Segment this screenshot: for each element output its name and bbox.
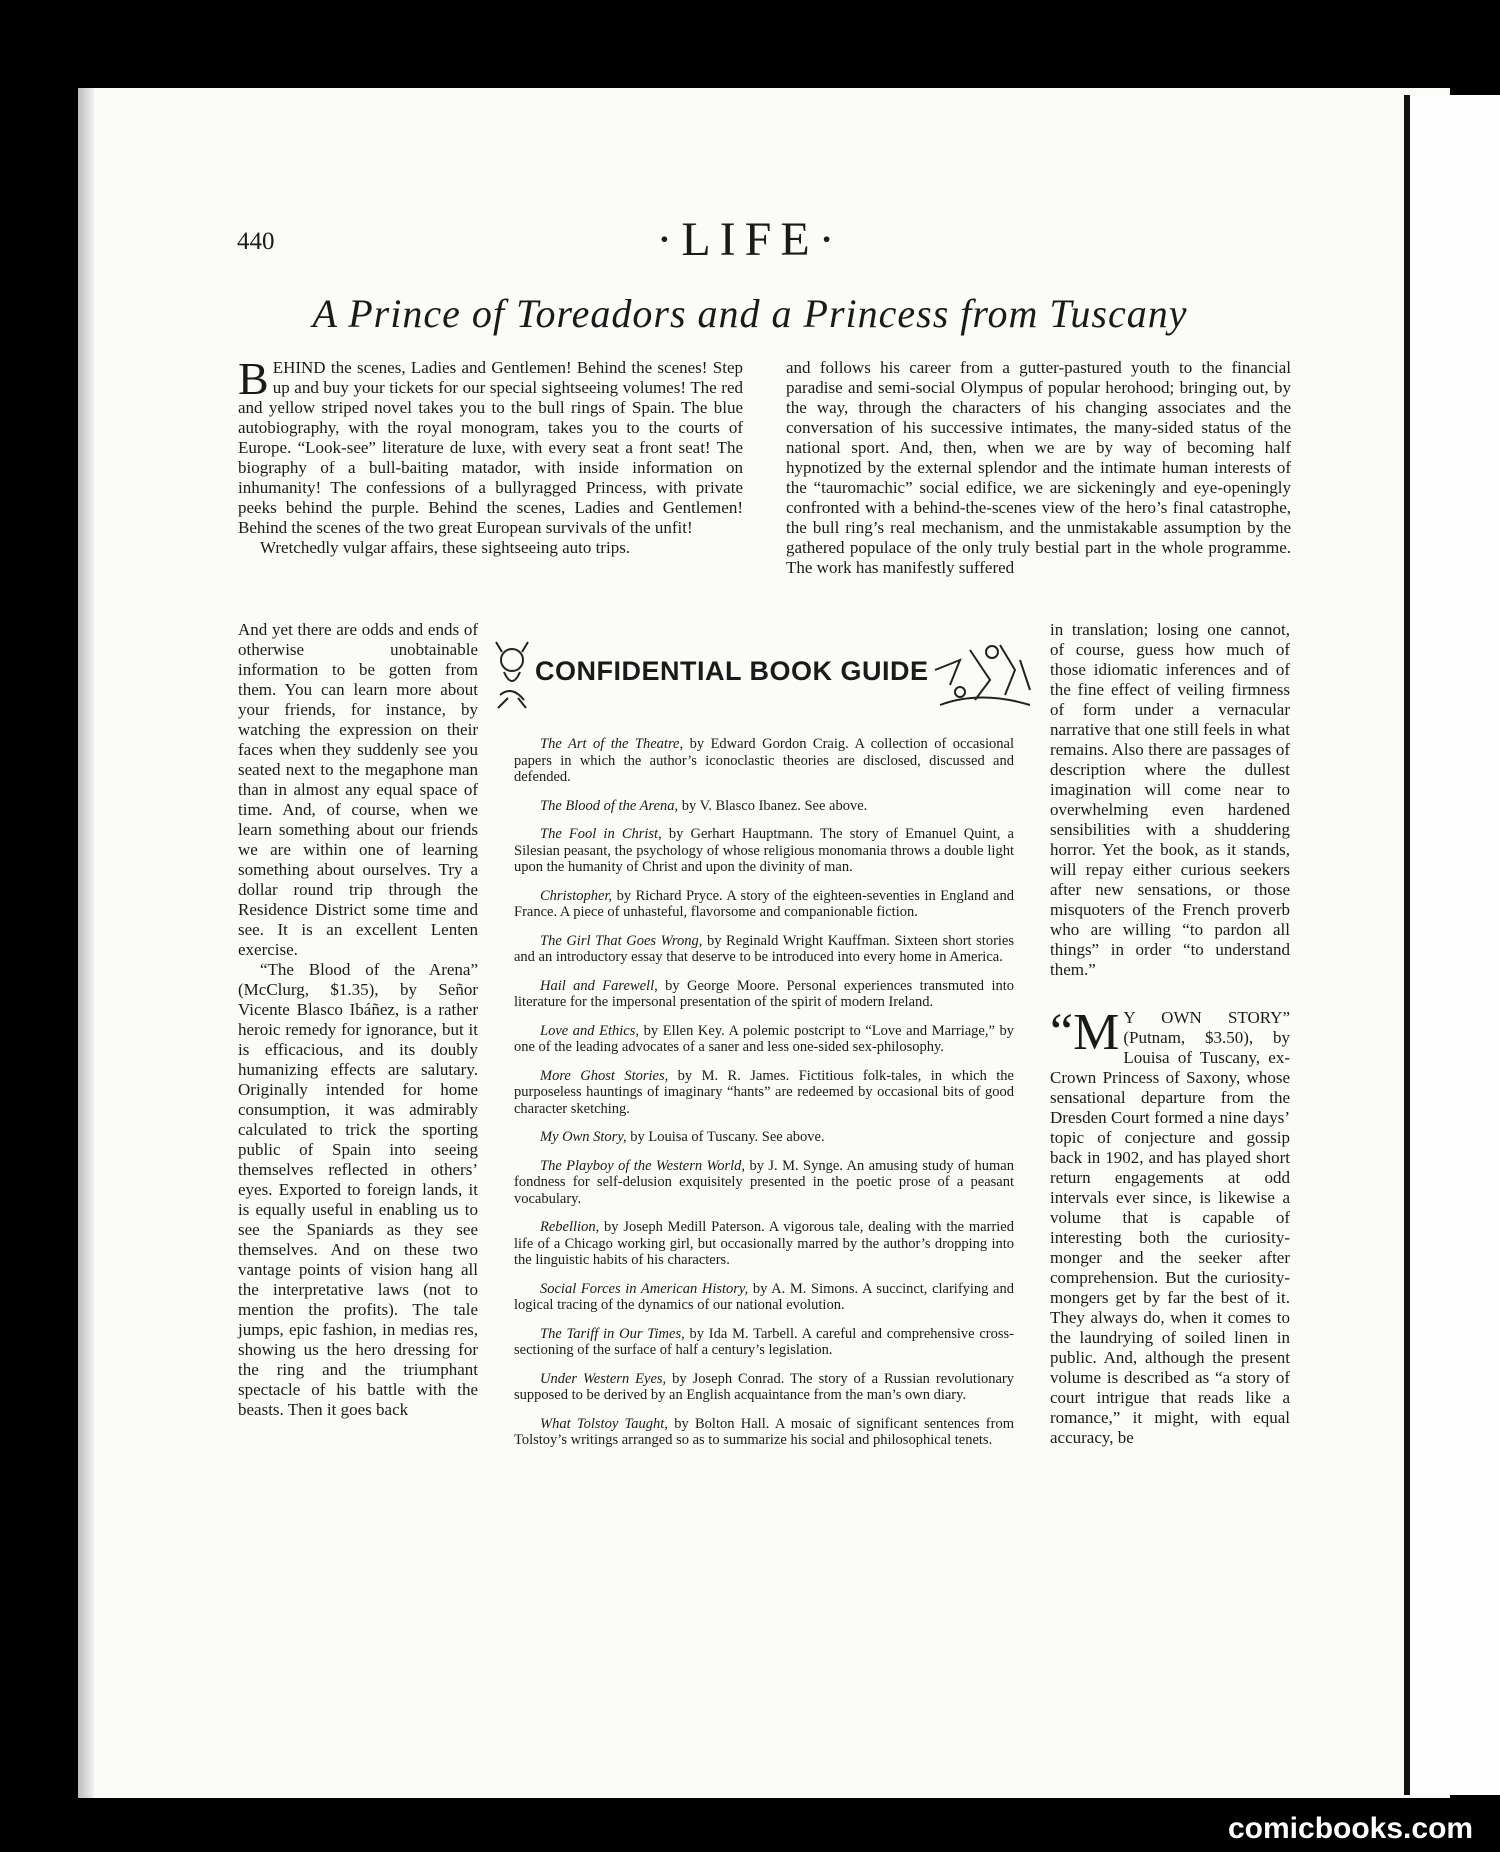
book-title: Love and Ethics, [540,1022,640,1039]
book-description: by Louisa of Tuscany. See above. [626,1129,825,1145]
article-column-right-narrow [1050,620,1290,1448]
book-description: by Joseph Conrad. The story of a Russian revolutionary supposed to be derived by an English acquaintance from the man’s own diary. [514,1370,1014,1403]
article-paragraph: in translation; losing one cannot, of course, guess how much of those idiomatic inferences and of the fine effect of veiling firmness of form under a vernacular narrative that one still feels in what remains. Also there are passages of description where the dullest imagination will come near to overwhelming even hardened sensibilities with a shuddering horror. Yet the book, as it stands, will repay either curious seekers after new sensations, or those misquoters of the French proverb who are willing “to pardon all things” in order “to understand them.” [1050,620,1290,979]
jester-illustration-icon [490,640,535,710]
book-title: Rebellion, [540,1219,600,1235]
book-guide-entry [514,798,1014,815]
book-guide-entry [514,978,1014,1011]
page-gutter [78,88,94,1798]
article-column-left-narrow [238,620,478,1420]
book-description: by Edward Gordon Craig. A collection of occasional papers in which the author’s iconoclastic theories are disclosed, discussed and defended. [514,736,1014,785]
article-paragraph: Wretchedly vulgar affairs, these sightseeing auto trips. [260,538,631,557]
book-guide-entry [514,736,1014,786]
book-guide-header [490,640,1050,712]
book-description: by Richard Pryce. A story of the eighteen-seventies in England and France. A piece of unhasteful, flavorsome and companionable fiction. [514,887,1014,920]
article-paragraph: BEHIND the scenes, Ladies and Gentlemen! Behind the scenes! Step up and buy your tickets for our special sightseeing volumes! The red and yellow striped novel takes you to the bull rings of Spain. The blue autobiography, with the royal monogram, takes you to the courts of Europe. “Look-see” literature de luxe, with every seat a front seat! The biography of a bull-baiting matador, with inside information on inhumanity! The confessions of a bullyragged Princess, with private peeks behind the purple. Behind the scenes, Ladies and Gentlemen! Behind the scenes of the two great European survivals of the unfit! [238,353,743,537]
facing-page-edge [1404,95,1500,1795]
drop-cap: “M [1050,1004,1120,1061]
article-column-left-top [238,353,743,558]
book-description: by Bolton Hall. A mosaic of significant sentences from Tolstoy’s writings arranged so as to summarize his social and philosophical tenets. [514,1415,1014,1448]
book-description: by Ida M. Tarbell. A careful and comprehensive cross-sectioning of the surface of half a century’s legislation. [514,1325,1014,1358]
book-guide-entry [514,1023,1014,1056]
book-title: The Girl That Goes Wrong, [540,932,703,949]
article-column-right-top [786,358,1291,578]
book-title: Hail and Farewell, [540,977,658,994]
book-guide-entry [514,1158,1014,1208]
book-title: What Tolstoy Taught, [540,1415,668,1432]
book-guide-entry [514,1068,1014,1118]
book-guide-entry [514,1416,1014,1449]
watermark: comicbooks.com [1228,1812,1474,1845]
book-guide-entry [514,1281,1014,1314]
book-title: Christopher, [540,887,613,904]
masthead-title: ·LIFE· [656,213,844,266]
book-guide-entry [514,1129,1014,1146]
figures-illustration-icon [930,640,1035,712]
book-title: More Ghost Stories, [540,1067,669,1084]
book-guide-entry [514,1371,1014,1404]
article-headline: A Prince of Toreadors and a Princess from Tuscany [312,291,1188,336]
book-description: by Gerhart Hauptmann. The story of Emanuel Quint, a Silesian peasant, the psychology of whose religious monomania throws a double light upon the humanity of Christ and upon the divinity of man. [514,826,1014,875]
book-description: by Joseph Medill Paterson. A vigorous tale, dealing with the married life of a Chicago working girl, but occasionally marred by the author’s dropping into the linguistic habits of his characters. [514,1219,1014,1268]
book-description: by V. Blasco Ibanez. See above. [678,797,868,814]
article-paragraph: and follows his career from a gutter-pastured youth to the financial paradise and semi-social Olympus of popular herohood; bringing out, by the way, through the characters of his changing associates and the conversation of his successive intimates, the many-sided status of the national sport. And, then, when we are by way of becoming half hypnotized by the external splendor and the intimate human interests of the “tauromachic” social edifice, we are sickeningly and eye-openingly confronted with a behind-the-scenes view of the hero’s final catastrophe, the bull ring’s real mechanism, and the unmistakable assumption by the gathered populace of the only truly bestial part in the whole programme. The work has manifestly suffered [786,358,1291,577]
page-number: 440 [237,228,275,255]
drop-cap: B [238,353,269,404]
book-title: My Own Story, [540,1129,627,1145]
book-guide-list [514,736,1014,1461]
book-guide-entry [514,1326,1014,1359]
book-description: by Reginald Wright Kauffman. Sixteen short stories and an introductory essay that deserve to be introduced into every home in America. [514,932,1014,965]
book-title: The Fool in Christ, [540,826,662,842]
book-description: by M. R. James. Fictitious folk-tales, in which the purposeless hauntings of imaginary “hants” are redeemed by occasional bits of good character sketching. [514,1067,1014,1117]
book-guide-entry [514,826,1014,876]
book-description: by J. M. Synge. An amusing study of human fondness for self-delusion exquisitely presented in the poetic prose of a peasant vocabulary. [514,1157,1014,1207]
book-description: by Ellen Key. A polemic postcript to “Love and Marriage,” by one of the leading advocates of a saner and less one-sided sex-philosophy. [514,1022,1015,1055]
book-guide-entry [514,888,1014,921]
book-title: The Blood of the Arena, [540,797,679,814]
book-title: The Playboy of the Western World, [540,1157,746,1174]
article-paragraph: “The Blood of the Arena” (McClurg, $1.35), by Señor Vicente Blasco Ibáñez, is a rather heroic remedy for ignorance, but it is efficacious, and its doubly humanizing effects are salutary. Originally intended for home consumption, it was admirably calculated to trick the sporting public of Spain into seeing themselves reflected in others’ eyes. Exported to foreign lands, it is equally useful in enabling us to see the Spaniards as they see themselves. And on these two vantage points of vision hang all the interpretative laws (not to mention the profits). The tale jumps, epic fashion, in medias res, showing us the hero dressing for the ring and the triumphant spectacle of his battle with the beasts. Then it goes back [238,960,478,1419]
book-title: Social Forces in American History, [540,1280,749,1297]
book-guide-entry [514,1219,1014,1269]
book-title: The Tariff in Our Times, [540,1325,685,1342]
book-title: Under Western Eyes, [540,1370,667,1387]
book-guide-entry [514,933,1014,966]
book-description: by A. M. Simons. A succinct, clarifying and logical tracing of the dynamics of our national evolution. [514,1280,1014,1313]
article-paragraph: And yet there are odds and ends of otherwise unobtainable information to be gotten from them. You can learn more about your friends, for instance, by watching the expression on their faces when they suddenly see you seated next to the megaphone man than in almost any equal space of time. And, of course, when we learn something about our friends we are within one of learning something about ourselves. Try a dollar round trip through the Residence District some time and see. It is an excellent Lenten exercise. [238,620,478,959]
book-description: by George Moore. Personal experiences transmuted into literature for the impersonal presentation of the spirit of modern Ireland. [514,977,1015,1010]
article-paragraph: “M Y OWN STORY” (Putnam, $3.50), by Louisa of Tuscany, ex-Crown Princess of Saxony, whose sensational departure from the Dresden Court formed a nine days’ topic of conjecture and gossip back in 1902, and has played short return engagements at odd intervals ever since, is likewise a volume that is capable of interesting both the curiosity-monger and the seeker after comprehension. But the curiosity-mongers get by far the best of it. They always do, when it comes to the laundrying of soiled linen in public. And, although the present volume is described as “a story of court intrigue that reads like a romance,” it might, with equal accuracy, be [1050,1004,1290,1447]
book-title: The Art of the Theatre, [540,736,684,752]
book-guide-title: CONFIDENTIAL BOOK GUIDE [535,656,929,686]
